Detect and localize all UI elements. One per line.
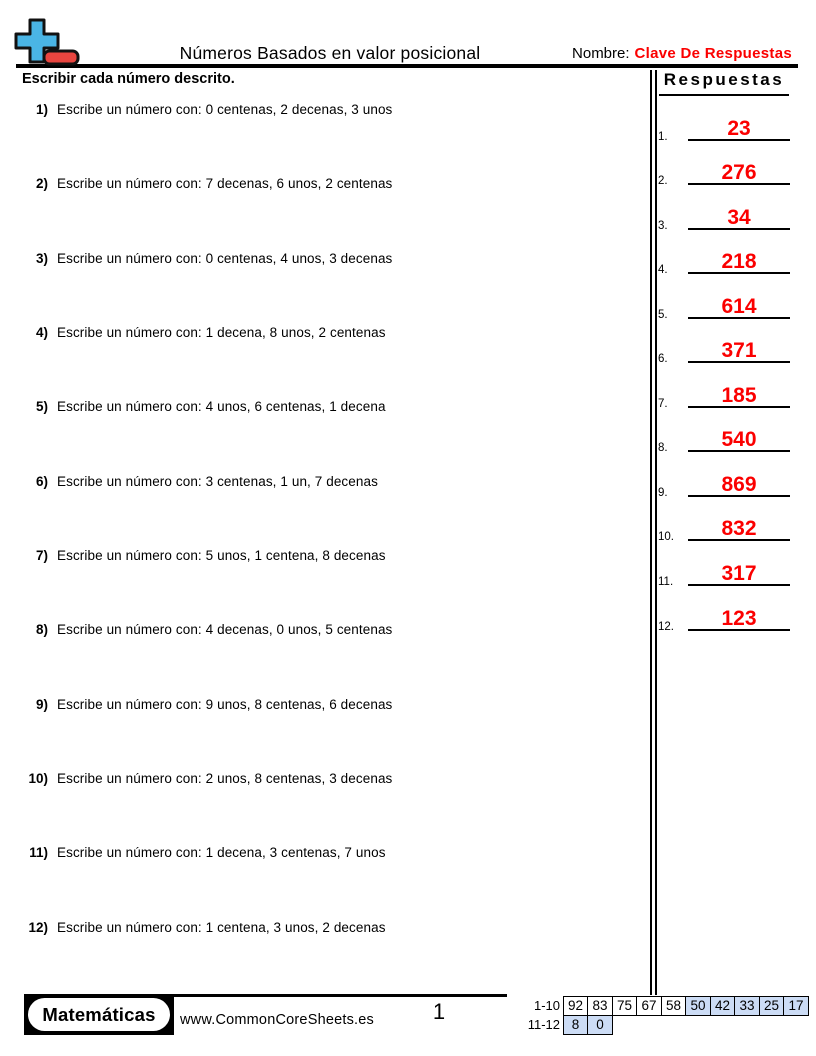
answer-value: 614	[721, 294, 757, 318]
answer-line	[688, 361, 790, 363]
answer-value: 317	[721, 562, 757, 586]
answer-line	[688, 495, 790, 497]
name-value: Clave De Respuestas	[634, 45, 792, 62]
answer-number: 2.	[658, 175, 668, 188]
question-number: 1)	[35, 102, 48, 117]
question-text: Escribe un número con: 0 centenas, 2 decenas, 3 unos	[57, 102, 393, 117]
answer-value: 869	[721, 472, 757, 496]
answer-item	[658, 415, 794, 460]
score-cell: 0	[587, 1015, 613, 1035]
answer-number: 3.	[658, 219, 668, 232]
score-cell: 75	[612, 996, 638, 1016]
question-item	[22, 324, 622, 398]
answer-number: 6.	[658, 353, 668, 366]
question-text: Escribe un número con: 5 unos, 1 centena, 8 decenas	[57, 548, 386, 564]
question-item	[22, 398, 622, 472]
answer-number: 4.	[658, 264, 668, 277]
question-item	[22, 919, 622, 993]
answers-panel	[658, 70, 794, 638]
answer-item	[658, 593, 794, 638]
score-row-label: 1-10	[533, 998, 560, 1013]
question-number: 7)	[35, 548, 48, 564]
answer-item	[658, 237, 794, 282]
question-list	[22, 101, 622, 993]
question-text: Escribe un número con: 1 centena, 3 unos, 2 decenas	[57, 919, 386, 935]
question-item	[22, 175, 622, 249]
question-item	[22, 696, 622, 770]
score-cell: 42	[710, 996, 736, 1016]
answer-number: 12.	[658, 620, 674, 633]
question-text: Escribe un número con: 3 centenas, 1 un, 7 decenas	[57, 473, 378, 489]
question-number: 6)	[35, 473, 48, 489]
answer-item	[658, 326, 794, 371]
answer-value: 832	[721, 517, 757, 541]
answer-line	[688, 539, 790, 541]
question-text: Escribe un número con: 7 decenas, 6 unos, 2 centenas	[57, 176, 393, 192]
name-field	[572, 45, 792, 62]
score-cell: 83	[587, 996, 613, 1016]
answer-item	[658, 459, 794, 504]
question-text: Escribe un número con: 1 decena, 3 centenas, 7 unos	[57, 845, 386, 861]
answer-item	[658, 281, 794, 326]
answer-line	[688, 317, 790, 319]
subject-badge	[24, 994, 174, 1035]
answer-line	[688, 450, 790, 452]
answer-value: 276	[721, 161, 757, 185]
answer-item	[658, 103, 794, 148]
question-number: 11)	[29, 845, 48, 861]
score-row	[486, 996, 809, 1016]
answer-value: 218	[721, 250, 757, 274]
question-item	[22, 844, 622, 918]
answer-line	[688, 406, 790, 408]
answer-number: 1.	[658, 130, 668, 143]
answer-line	[688, 272, 790, 274]
answer-item	[658, 148, 794, 193]
page-number: 1	[432, 999, 446, 1024]
question-item	[22, 770, 622, 844]
question-number: 2)	[35, 176, 48, 192]
question-item	[22, 250, 622, 324]
question-text: Escribe un número con: 4 decenas, 0 unos, 5 centenas	[57, 622, 393, 638]
question-item	[22, 473, 622, 547]
answer-number: 11.	[658, 576, 674, 589]
instructions: Escribir cada número descrito.	[22, 71, 235, 87]
subject-badge-label: Matemáticas	[28, 998, 170, 1031]
question-text: Escribe un número con: 1 decena, 8 unos, 2 centenas	[57, 325, 386, 341]
answer-item	[658, 192, 794, 237]
answer-number: 7.	[658, 397, 668, 410]
answer-number: 8.	[658, 442, 668, 455]
answer-value: 23	[727, 116, 751, 140]
score-cell: 67	[636, 996, 662, 1016]
score-cell: 92	[563, 996, 589, 1016]
question-number: 8)	[35, 622, 48, 638]
answer-line	[688, 183, 790, 185]
answer-line	[688, 629, 790, 631]
answer-value: 123	[721, 606, 757, 630]
answer-number: 10.	[658, 531, 674, 544]
score-row	[486, 1015, 809, 1035]
answer-line	[688, 139, 790, 141]
answers-list	[658, 103, 794, 638]
name-label: Nombre:	[572, 45, 630, 62]
answer-value: 371	[721, 339, 757, 363]
page-title: Números Basados en valor posicional	[179, 43, 481, 63]
question-item	[22, 547, 622, 621]
website-url: www.CommonCoreSheets.es	[180, 1012, 374, 1028]
score-table	[486, 996, 809, 1035]
answers-divider	[650, 70, 657, 995]
question-number: 4)	[35, 325, 48, 341]
answer-item	[658, 370, 794, 415]
answer-line	[688, 228, 790, 230]
question-text: Escribe un número con: 0 centenas, 4 unos, 3 decenas	[57, 250, 393, 266]
question-item	[22, 621, 622, 695]
question-number: 9)	[35, 696, 48, 712]
score-cell: 33	[734, 996, 760, 1016]
answers-title: Respuestas	[659, 70, 789, 96]
score-cell: 58	[661, 996, 687, 1016]
question-text: Escribe un número con: 9 unos, 8 centenas, 6 decenas	[57, 696, 393, 712]
answer-item	[658, 504, 794, 549]
question-text: Escribe un número con: 4 unos, 6 centenas, 1 decena	[57, 399, 386, 415]
score-cell: 50	[685, 996, 711, 1016]
question-item	[22, 101, 622, 175]
answer-value: 185	[721, 383, 757, 407]
question-number: 3)	[35, 250, 48, 266]
answer-number: 5.	[658, 308, 668, 321]
answer-value: 34	[727, 205, 751, 229]
question-number: 5)	[35, 399, 48, 415]
question-number: 10)	[28, 771, 48, 787]
score-row-label: 11-12	[527, 1016, 560, 1032]
question-number: 12)	[28, 919, 48, 935]
answer-item	[658, 548, 794, 593]
score-cell: 25	[759, 996, 785, 1016]
plus-minus-icon	[12, 18, 92, 70]
score-cell: 17	[783, 996, 809, 1016]
answer-line	[688, 584, 790, 586]
score-cell: 8	[563, 1015, 589, 1035]
question-text: Escribe un número con: 2 unos, 8 centenas, 3 decenas	[57, 771, 393, 787]
answer-value: 540	[721, 428, 757, 452]
answer-number: 9.	[658, 486, 668, 499]
header-divider	[16, 64, 798, 68]
